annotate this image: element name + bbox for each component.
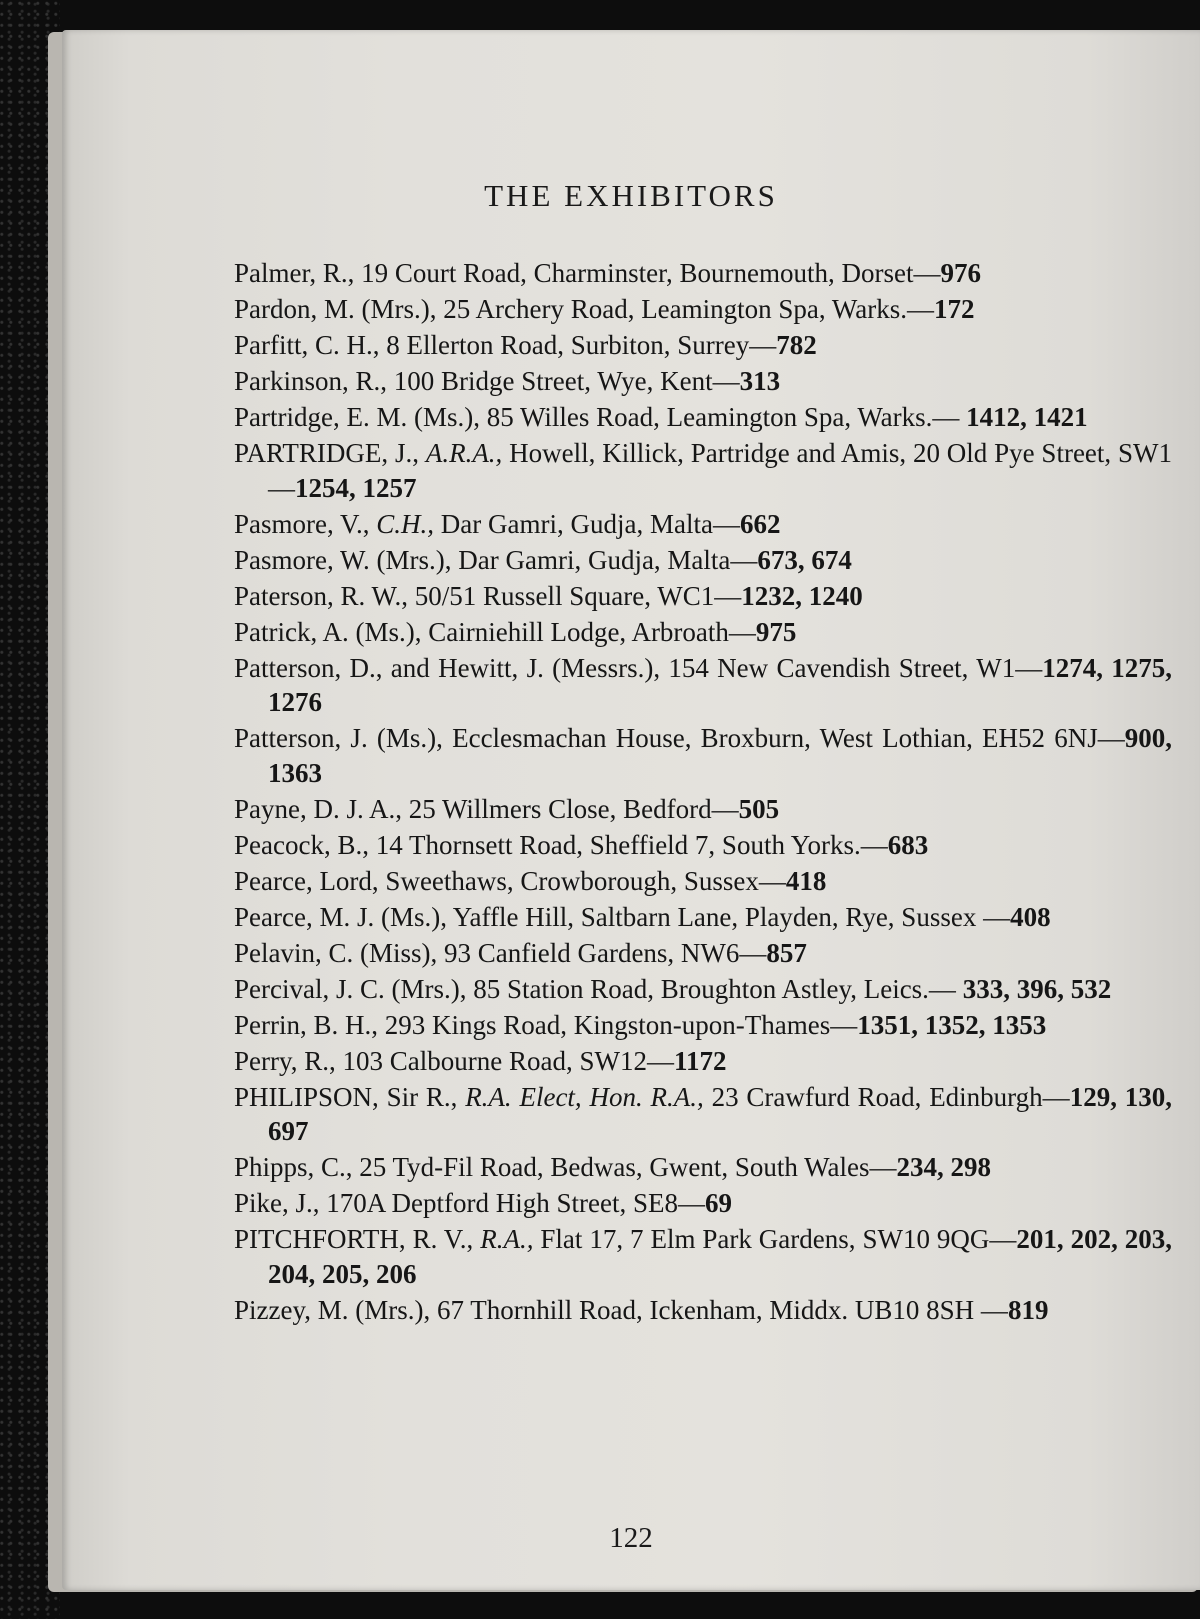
catalogue-numbers: 172 bbox=[933, 294, 975, 324]
catalogue-numbers: 201, 202, 203, 204, 205, 206 bbox=[268, 1224, 1173, 1289]
catalogue-numbers: 976 bbox=[940, 258, 982, 288]
catalogue-numbers: 418 bbox=[785, 865, 827, 896]
exhibitor-entry bbox=[234, 1150, 1172, 1185]
catalogue-numbers: 1274, 1275, 1276 bbox=[268, 652, 1173, 717]
exhibitor-details: Pearce, Lord, Sweethaws, Crowborough, Sussex— bbox=[234, 865, 786, 896]
catalogue-numbers: 782 bbox=[776, 330, 817, 360]
exhibitor-details: Pike, J., 170A Deptford High Street, SE8— bbox=[234, 1188, 705, 1218]
exhibitor-details: PITCHFORTH, R. V., bbox=[234, 1224, 481, 1254]
exhibitor-entry bbox=[234, 828, 1172, 863]
exhibitor-honours: R.A., bbox=[480, 1224, 534, 1254]
exhibitor-entry bbox=[234, 292, 1172, 327]
catalogue-numbers: 673, 674 bbox=[757, 544, 852, 575]
exhibitor-entry bbox=[234, 579, 1172, 614]
catalogue-numbers: 408 bbox=[1010, 901, 1051, 932]
catalogue-numbers: 683 bbox=[887, 829, 929, 860]
catalogue-numbers: 975 bbox=[755, 616, 797, 647]
exhibitor-entry bbox=[234, 1008, 1172, 1043]
catalogue-numbers: 857 bbox=[766, 937, 807, 968]
book-page bbox=[62, 30, 1200, 1590]
exhibitor-entry bbox=[234, 1080, 1172, 1149]
exhibitor-entry bbox=[234, 1044, 1172, 1079]
exhibitor-entry bbox=[234, 1186, 1172, 1221]
catalogue-numbers: 333, 396, 532 bbox=[962, 973, 1112, 1004]
catalogue-numbers: 819 bbox=[1007, 1294, 1049, 1325]
exhibitor-entry bbox=[234, 436, 1172, 505]
exhibitor-details: Palmer, R., 19 Court Road, Charminster, Bournemouth, Dorset— bbox=[234, 258, 941, 288]
page-title: THE EXHIBITORS bbox=[484, 178, 778, 213]
exhibitor-details: Parkinson, R., 100 Bridge Street, Wye, Kent— bbox=[234, 366, 740, 396]
exhibitor-details: Peacock, B., 14 Thornsett Road, Sheffield 7, South Yorks.— bbox=[234, 829, 888, 860]
exhibitor-address: 23 Crawfurd Road, Edinburgh— bbox=[703, 1081, 1070, 1112]
exhibitor-entry bbox=[234, 364, 1172, 399]
exhibitor-list bbox=[234, 256, 1172, 1329]
exhibitor-details: PHILIPSON, Sir R., bbox=[234, 1081, 466, 1112]
exhibitor-details: Partridge, E. M. (Ms.), 85 Willes Road, Leamington Spa, Warks.— bbox=[234, 402, 967, 432]
exhibitor-details: Perrin, B. H., 293 Kings Road, Kingston-upon-Thames— bbox=[234, 1009, 858, 1040]
catalogue-numbers: 662 bbox=[739, 508, 781, 539]
exhibitor-details: Pelavin, C. (Miss), 93 Canfield Gardens, NW6— bbox=[234, 937, 767, 968]
exhibitor-entry bbox=[234, 721, 1172, 790]
exhibitor-honours: A.R.A., bbox=[425, 438, 503, 468]
exhibitor-details: PARTRIDGE, J., bbox=[234, 438, 426, 468]
catalogue-numbers: 900, 1363 bbox=[268, 723, 1172, 788]
exhibitor-entry bbox=[234, 792, 1172, 827]
exhibitor-details: Paterson, R. W., 50/51 Russell Square, WC1— bbox=[234, 580, 742, 611]
exhibitor-address: Flat 17, 7 Elm Park Gardens, SW10 9QG— bbox=[533, 1224, 1017, 1254]
exhibitor-details: Perry, R., 103 Calbourne Road, SW12— bbox=[234, 1045, 674, 1076]
exhibitor-details: Percival, J. C. (Mrs.), 85 Station Road, Broughton Astley, Leics.— bbox=[234, 973, 963, 1004]
exhibitor-honours: R.A. Elect, Hon. R.A., bbox=[465, 1081, 704, 1112]
catalogue-numbers: 129, 130, 697 bbox=[268, 1081, 1172, 1146]
exhibitor-entry bbox=[234, 972, 1172, 1007]
exhibitor-address: Dar Gamri, Gudja, Malta— bbox=[434, 508, 740, 539]
catalogue-numbers: 1254, 1257 bbox=[295, 472, 417, 503]
exhibitor-entry bbox=[234, 936, 1172, 971]
exhibitor-honours: C.H., bbox=[376, 508, 435, 539]
page-number: 122 bbox=[609, 1522, 653, 1554]
catalogue-numbers: 69 bbox=[704, 1188, 732, 1218]
catalogue-numbers: 1351, 1352, 1353 bbox=[857, 1009, 1047, 1040]
exhibitor-entry bbox=[234, 507, 1172, 542]
exhibitor-details: Parfitt, C. H., 8 Ellerton Road, Surbiton, Surrey— bbox=[234, 330, 777, 360]
exhibitor-details: Pizzey, M. (Mrs.), 67 Thornhill Road, Ickenham, Middx. UB10 8SH — bbox=[234, 1294, 1008, 1325]
catalogue-numbers: 1412, 1421 bbox=[966, 402, 1088, 432]
exhibitor-entry bbox=[234, 1222, 1172, 1291]
catalogue-numbers: 234, 298 bbox=[896, 1152, 991, 1182]
catalogue-numbers: 313 bbox=[739, 366, 781, 396]
exhibitor-details: Pasmore, W. (Mrs.), Dar Gamri, Gudja, Malta— bbox=[234, 544, 758, 575]
exhibitor-entry bbox=[234, 256, 1172, 291]
exhibitor-details: Pearce, M. J. (Ms.), Yaffle Hill, Saltbarn Lane, Playden, Rye, Sussex — bbox=[234, 901, 1011, 932]
exhibitor-details: Patterson, J. (Ms.), Ecclesmachan House, Broxburn, West Lothian, EH52 6NJ— bbox=[234, 723, 1125, 753]
exhibitor-entry bbox=[234, 543, 1172, 578]
exhibitor-entry bbox=[234, 651, 1172, 720]
exhibitor-entry bbox=[234, 328, 1172, 363]
exhibitor-details: Pasmore, V., bbox=[234, 508, 377, 539]
exhibitor-details: Patterson, D., and Hewitt, J. (Messrs.), 154 New Cavendish Street, W1— bbox=[234, 652, 1043, 683]
catalogue-numbers: 1172 bbox=[673, 1045, 727, 1076]
exhibitor-entry bbox=[234, 900, 1172, 935]
exhibitor-entry bbox=[234, 1293, 1172, 1328]
exhibitor-entry bbox=[234, 400, 1172, 435]
exhibitor-entry bbox=[234, 615, 1172, 650]
exhibitor-address: Howell, Killick, Partridge and Amis, 20 Old Pye Street, SW1— bbox=[268, 438, 1172, 503]
catalogue-numbers: 1232, 1240 bbox=[741, 580, 863, 611]
exhibitor-details: Payne, D. J. A., 25 Willmers Close, Bedford— bbox=[234, 793, 739, 824]
exhibitor-entry bbox=[234, 864, 1172, 899]
catalogue-numbers: 505 bbox=[738, 793, 780, 824]
exhibitor-details: Pardon, M. (Mrs.), 25 Archery Road, Leamington Spa, Warks.— bbox=[234, 294, 934, 324]
exhibitor-details: Patrick, A. (Ms.), Cairniehill Lodge, Arbroath— bbox=[234, 616, 756, 647]
exhibitor-details: Phipps, C., 25 Tyd-Fil Road, Bedwas, Gwent, South Wales— bbox=[234, 1152, 897, 1182]
